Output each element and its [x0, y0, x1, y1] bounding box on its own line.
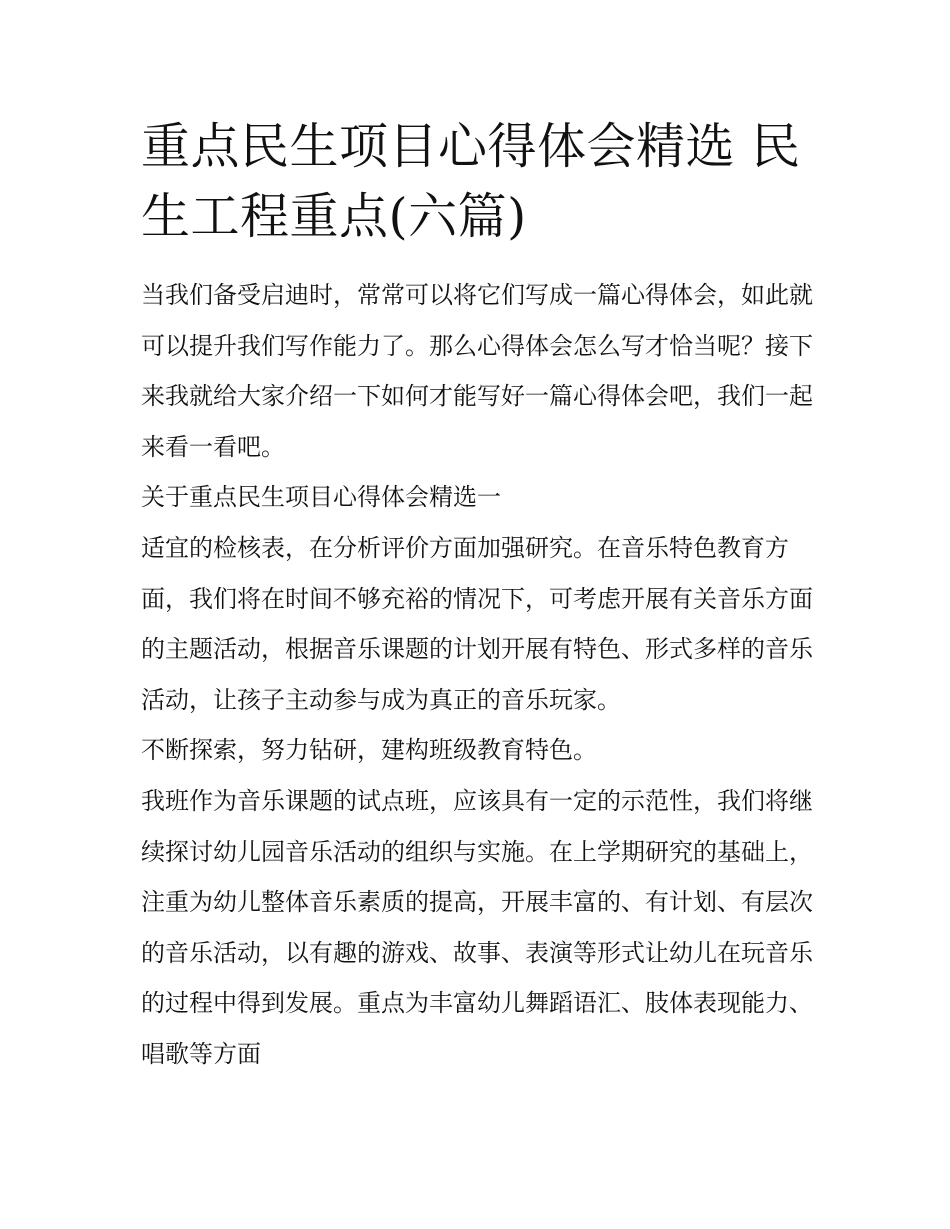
- intro-paragraph: 当我们备受启迪时，常常可以将它们写成一篇心得体会，如此就可以提升我们写作能力了。那么心得体会怎么写才恰当呢？接下来我就给大家介绍一下如何才能写好一篇心得体会吧，我们一起来看一看吧。: [141, 281, 813, 461]
- body-paragraph: 适宜的检核表，在分析评价方面加强研究。在音乐特色教育方面，我们将在时间不够充裕的情况下，可考虑开展有关音乐方面的主题活动，根据音乐课题的计划开展有特色、形式多样的音乐活动，让孩子主动参与成为真正的音乐玩家。: [141, 533, 813, 714]
- document-page: [141, 112, 821, 1080]
- document-title: 重点民生项目心得体会精选 民生工程重点(六篇): [141, 118, 801, 245]
- body-paragraph: 不断探索，努力钻研，建构班级教育特色。: [141, 736, 597, 765]
- body-paragraph: 我班作为音乐课题的试点班，应该具有一定的示范性，我们将继续探讨幼儿园音乐活动的组织与实施。在上学期研究的基础上，注重为幼儿整体音乐素质的提高，开展丰富的、有计划、有层次的音乐活动，以有趣的游戏、故事、表演等形式让幼儿在玩音乐的过程中得到发展。重点为丰富幼儿舞蹈语汇、肢体表现能力、唱歌等方面: [141, 786, 813, 1068]
- section-heading: 关于重点民生项目心得体会精选一: [141, 483, 501, 512]
